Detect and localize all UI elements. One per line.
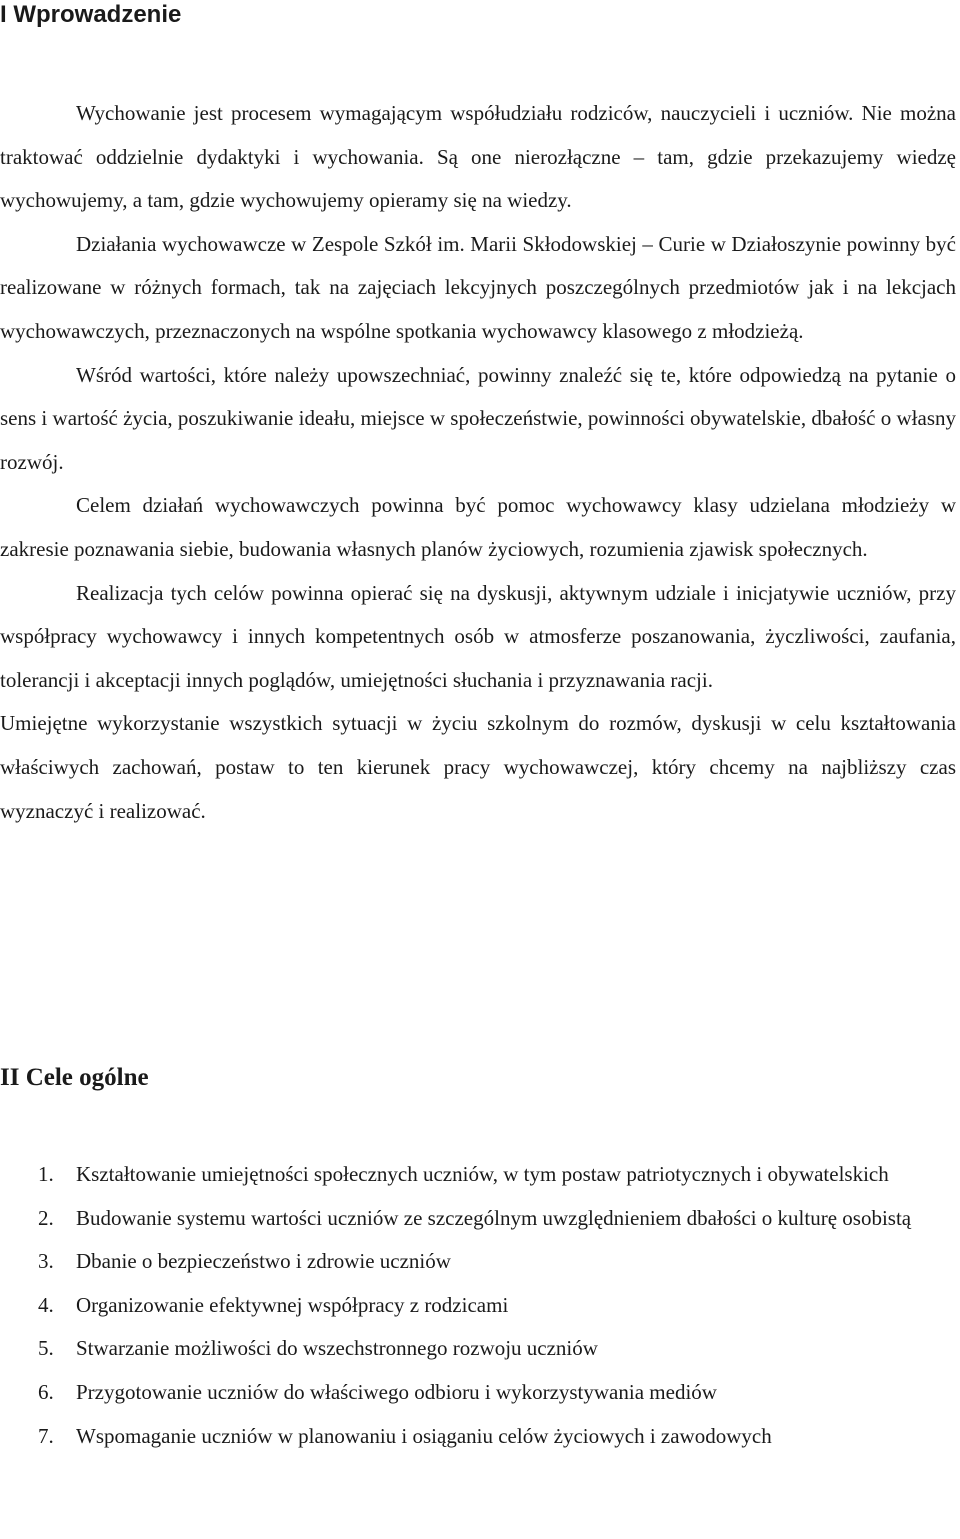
list-item-text: Wspomaganie uczniów w planowaniu i osiąganiu celów życiowych i zawodowych [76, 1423, 772, 1448]
list-item-number: 7. [38, 1423, 54, 1448]
list-item-text: Stwarzanie możliwości do wszechstronnego rozwoju uczniów [76, 1336, 598, 1361]
list-item [0, 1153, 956, 1197]
section-title-general-goals: II Cele ogólne [0, 1064, 149, 1091]
general-goals-list [0, 1153, 956, 1458]
list-item-text: Dbanie o bezpieczeństwo i zdrowie uczniów [76, 1249, 451, 1274]
list-item-number: 5. [38, 1336, 54, 1361]
intro-paragraph-3: Wśród wartości, które należy upowszechniać, powinny znaleźć się te, które odpowiedzą na pytanie o sens i wartość życia, poszukiwanie ideału, miejsce w społeczeństwie, powinności obywatelskie, dbałość o własny rozwój. [0, 362, 956, 474]
list-item [0, 1284, 956, 1328]
list-item-number: 6. [38, 1379, 54, 1404]
intro-paragraph-1: Wychowanie jest procesem wymagającym współudziału rodziców, nauczycieli i uczniów. Nie można traktować oddzielnie dydaktyki i wychowania. Są one nierozłączne – tam, gdzie przekazujemy wiedzę wychowujemy, a tam, gdzie wychowujemy opieramy się na wiedzy. [0, 101, 956, 213]
list-item-text: Budowanie systemu wartości uczniów ze szczególnym uwzględnieniem dbałości o kulturę osobistą [76, 1205, 912, 1230]
section-title-introduction: I Wprowadzenie [0, 1, 182, 28]
list-item [0, 1371, 956, 1415]
list-item [0, 1415, 956, 1459]
intro-paragraph-5: Realizacja tych celów powinna opierać się na dyskusji, aktywnym udziale i inicjatywie uczniów, przy współpracy wychowawcy i innych kompetentnych osób w atmosferze poszanowania, życzliwości, zaufania, tolerancji i akceptacji innych poglądów, umiejętności słuchania i przyznawania racji. [0, 580, 956, 692]
intro-paragraph-6: Umiejętne wykorzystanie wszystkich sytuacji w życiu szkolnym do rozmów, dyskusji w celu kształtowania właściwych zachowań, postaw to ten kierunek pracy wychowawczej, który chcemy na najbliższy czas wyznaczyć i realizować. [0, 711, 956, 823]
list-item-number: 2. [38, 1205, 54, 1230]
list-item-text: Organizowanie efektywnej współpracy z rodzicami [76, 1292, 509, 1317]
list-item-text: Kształtowanie umiejętności społecznych uczniów, w tym postaw patriotycznych i obywatelskich [76, 1162, 889, 1186]
list-item [0, 1240, 956, 1284]
list-item [0, 1197, 956, 1241]
list-item-number: 3. [38, 1249, 54, 1274]
list-item-number: 4. [38, 1292, 54, 1317]
list-item [0, 1327, 956, 1371]
introduction-body [0, 92, 956, 833]
intro-paragraph-4: Celem działań wychowawczych powinna być pomoc wychowawcy klasy udzielana młodzieży w zakresie poznawania siebie, budowania własnych planów życiowych, rozumienia zjawisk społecznych. [0, 493, 956, 561]
intro-paragraph-2: Działania wychowawcze w Zespole Szkół im. Marii Skłodowskiej – Curie w Działoszynie powinny być realizowane w różnych formach, tak na zajęciach lekcyjnych poszczególnych przedmiotów jak i na lekcjach wychowawczych, przeznaczonych na wspólne spotkania wychowawcy klasowego z młodzieżą. [0, 231, 956, 343]
list-item-number: 1. [38, 1162, 54, 1186]
list-item-text: Przygotowanie uczniów do właściwego odbioru i wykorzystywania mediów [76, 1379, 717, 1404]
